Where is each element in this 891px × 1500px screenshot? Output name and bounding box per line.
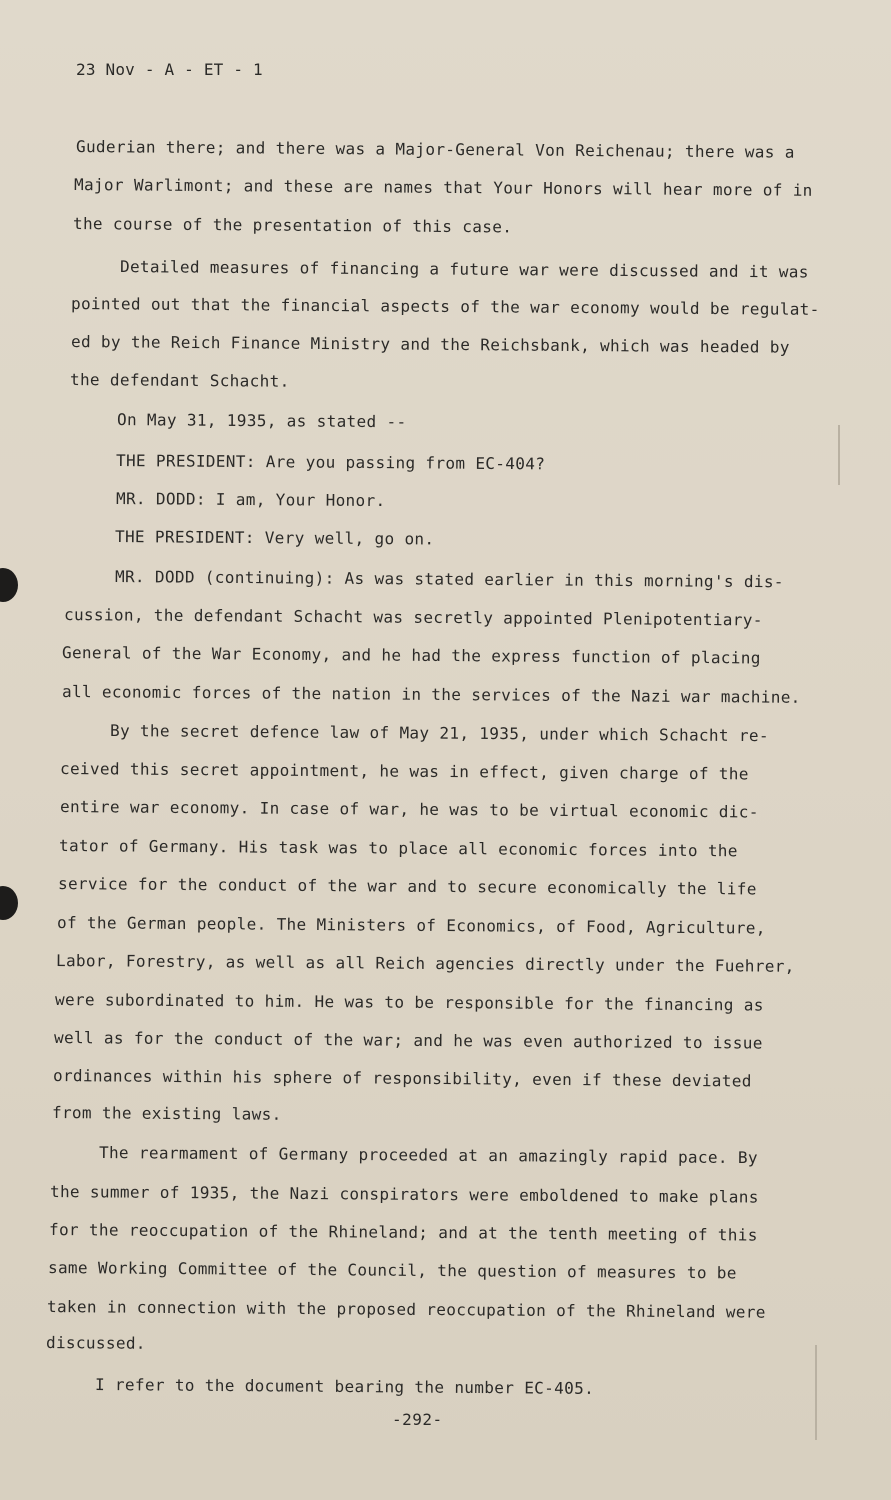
text-line: were subordinated to him. He was to be responsible for the financing as (54, 990, 764, 1015)
text-line: The rearmament of Germany proceeded at an amazingly rapid pace. By (98, 1143, 758, 1168)
page-header: 23 Nov - A - ET - 1 (76, 60, 263, 79)
text-line: the defendant Schacht. (69, 370, 290, 391)
text-line: tator of Germany. His task was to place all economic forces into the (58, 836, 738, 861)
text-line: well as for the conduct of the war; and he was even authorized to issue (53, 1028, 763, 1053)
text-line: THE PRESIDENT: Are you passing from EC-404? (115, 451, 546, 474)
punch-hole (0, 886, 18, 920)
text-line: service for the conduct of the war and to secure economically the life (57, 874, 757, 899)
text-line: entire war economy. In case of war, he was to be virtual economic dic- (59, 797, 759, 822)
text-line: ordinances within his sphere of responsibility, even if these deviated (52, 1066, 752, 1091)
text-line: MR. DODD: I am, Your Honor. (115, 489, 386, 511)
text-line: Guderian there; and there was a Major-General Von Reichenau; there was a (75, 137, 795, 162)
text-line: THE PRESIDENT: Very well, go on. (114, 527, 435, 549)
paper-mark (838, 425, 840, 485)
text-line: General of the War Economy, and he had the express function of placing (61, 643, 761, 668)
text-line: all economic forces of the nation in the services of the Nazi war machine. (61, 682, 801, 707)
text-line: MR. DODD (continuing): As was stated earlier in this morning's dis- (114, 567, 784, 592)
text-line: the course of the presentation of this case. (72, 214, 513, 237)
page-number: -292- (392, 1410, 443, 1429)
punch-hole (0, 568, 18, 602)
text-line: ed by the Reich Finance Ministry and the Reichsbank, which was headed by (70, 332, 790, 357)
text-line: the summer of 1935, the Nazi conspirators were emboldened to make plans (49, 1182, 759, 1207)
paper-mark (815, 1345, 817, 1440)
text-line: Labor, Forestry, as well as all Reich agencies directly under the Fuehrer, (55, 951, 795, 976)
text-line: pointed out that the financial aspects of the war economy would be regulat- (70, 294, 820, 319)
text-line: ceived this secret appointment, he was in effect, given charge of the (59, 759, 749, 784)
text-line: By the secret defence law of May 21, 1935, under which Schacht re- (109, 721, 769, 746)
text-line: same Working Committee of the Council, the question of measures to be (47, 1258, 737, 1283)
text-line: Detailed measures of financing a future war were discussed and it was (119, 257, 809, 282)
text-line: cussion, the defendant Schacht was secretly appointed Plenipotentiary- (63, 605, 763, 630)
text-line: On May 31, 1935, as stated -- (116, 410, 407, 432)
text-line: for the reoccupation of the Rhineland; and at the tenth meeting of this (48, 1220, 758, 1245)
text-line: Major Warlimont; and these are names that Your Honors will hear more of in (73, 175, 813, 200)
text-line: discussed. (45, 1333, 146, 1353)
text-line: I refer to the document bearing the number EC-405. (94, 1375, 595, 1398)
text-line: taken in connection with the proposed reoccupation of the Rhineland were (46, 1297, 766, 1322)
text-line: from the existing laws. (51, 1103, 282, 1124)
text-line: of the German people. The Ministers of Economics, of Food, Agriculture, (56, 913, 766, 938)
